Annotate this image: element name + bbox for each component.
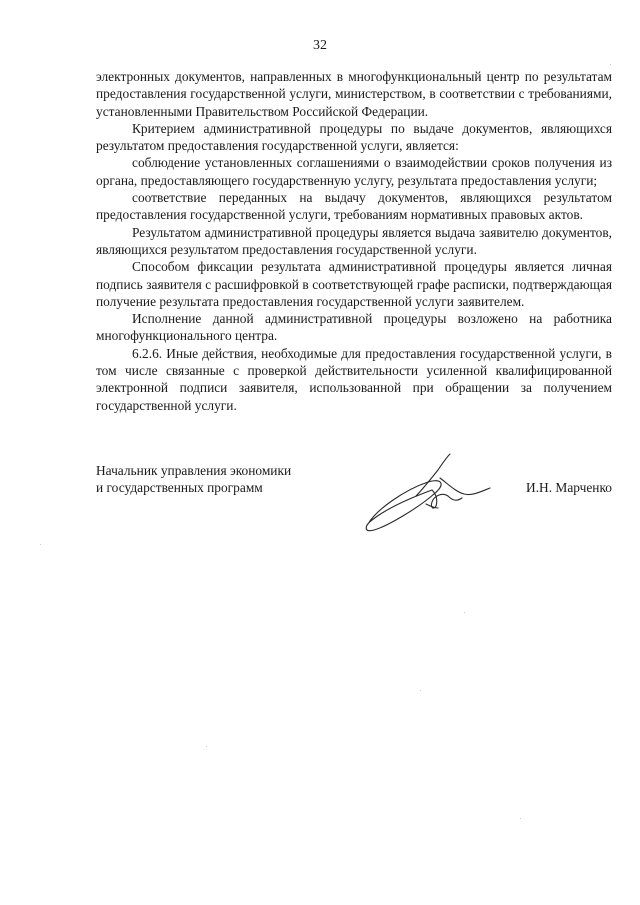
- scan-speck: [206, 746, 207, 747]
- paragraph: 6.2.6. Иные действия, необходимые для предоставления государственной услуги, в том числе связанные с проверкой действительности усиленной квалифицированной электронной подписи заявителя, использованной при обращении за получением государственной услуги.: [96, 345, 612, 413]
- paragraph: Результатом административной процедуры является выдача заявителю документов, являющихся результатом предоставления государственной услуги.: [96, 224, 612, 257]
- paragraph: Способом фиксации результата административной процедуры является личная подпись заявителя с расшифровкой в соответствующей графе расписки, подтверждающая получение результата предоставления государственной услуги заявителем.: [96, 259, 612, 309]
- paragraph: соблюдение установленных соглашениями о взаимодействии сроков получения из органа, предоставляющего государственную услугу, результата предоставления услуги;: [96, 155, 612, 188]
- scan-speck: [420, 690, 421, 691]
- signer-title: [96, 462, 291, 497]
- signature-block: [96, 462, 612, 552]
- scan-speck: [40, 544, 41, 545]
- paragraph: Исполнение данной административной процедуры возложено на работника многофункционального центра.: [96, 311, 612, 344]
- scan-speck: [520, 818, 521, 819]
- paragraph: соответствие переданных на выдачу документов, являющихся результатом предоставления государственной услуги, требованиям нормативных правовых актов.: [96, 190, 612, 223]
- signer-title-line: и государственных программ: [96, 480, 263, 496]
- page-number: 32: [313, 38, 327, 53]
- signer-name: И.Н. Марченко: [526, 480, 612, 495]
- scan-speck: [464, 612, 465, 613]
- signer-title-line: Начальник управления экономики: [96, 463, 292, 478]
- scan-speck: [610, 64, 611, 65]
- handwritten-signature: [356, 450, 496, 540]
- body-text: [96, 68, 612, 414]
- paragraph: электронных документов, направленных в многофункциональный центр по результатам предоставления государственной услуги, министерством, в соответствии с требованиями, установленными Правительством Российской Федерации.: [96, 69, 612, 119]
- paragraph: Критерием административной процедуры по выдаче документов, являющихся результатом предоставления государственной услуги, является:: [96, 120, 612, 154]
